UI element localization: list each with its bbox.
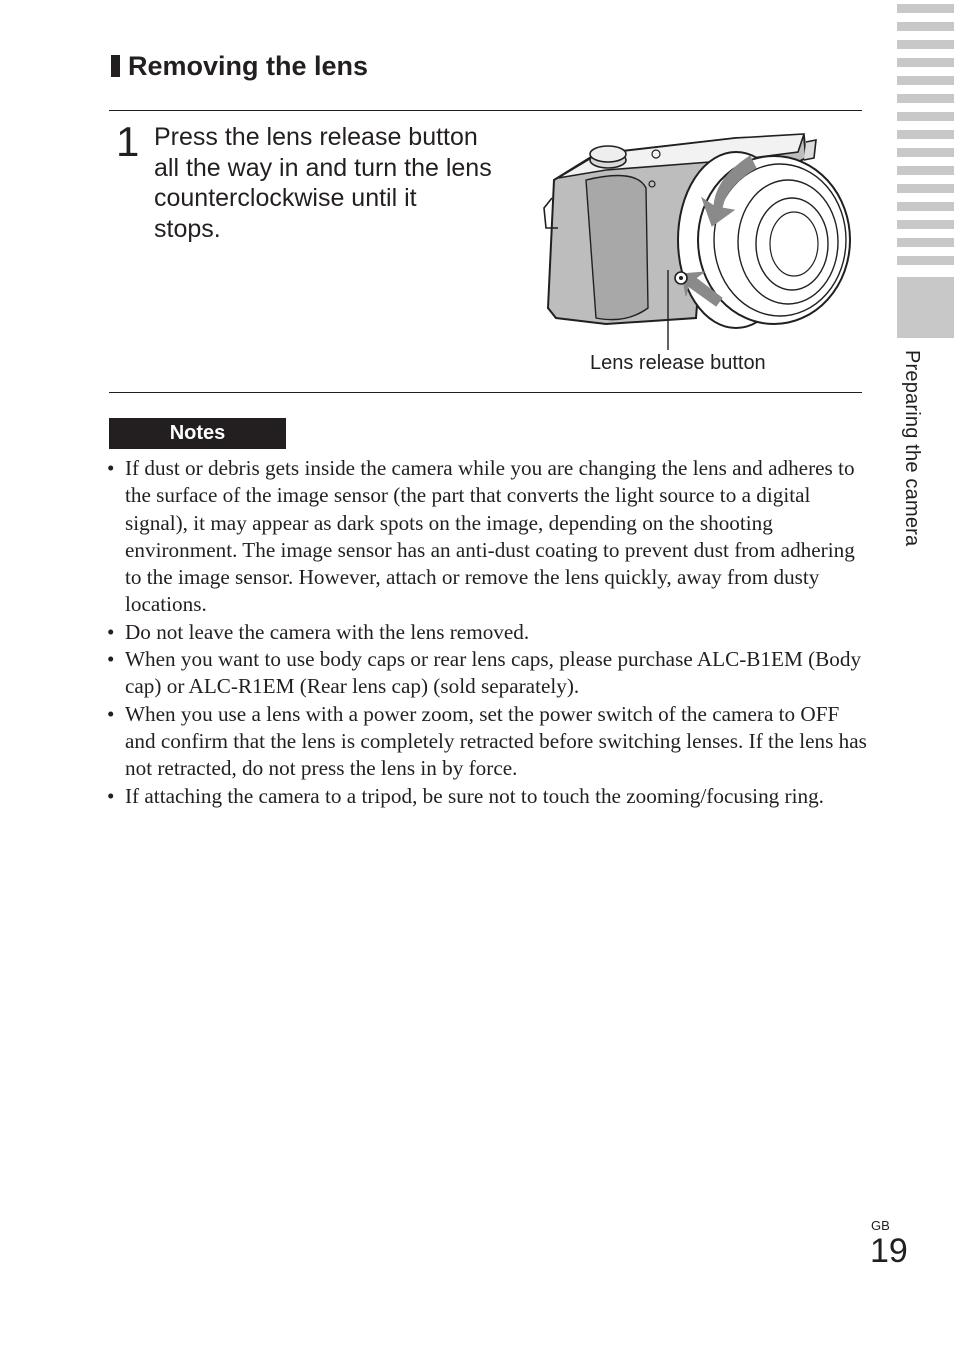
tab-stripe [897, 4, 954, 13]
tab-stripe [897, 148, 954, 157]
page-number: 19 [870, 1232, 908, 1270]
note-item: • When you use a lens with a power zoom, set the power switch of the camera to OFF and confirm that the lens is completely retracted before switching lenses. If the lens has not retracted, do not press the lens in by force. [107, 701, 867, 781]
divider-bottom [109, 392, 862, 393]
note-item: • Do not leave the camera with the lens removed. [107, 619, 867, 646]
camera-illustration [536, 128, 856, 350]
tab-active [897, 277, 954, 338]
step-line: Press the lens release button [154, 123, 478, 151]
step-instruction [154, 122, 534, 244]
step-number: 1 [116, 118, 140, 165]
notes-badge: Notes [109, 418, 286, 449]
section-heading [109, 46, 368, 86]
tab-stripe [897, 184, 954, 193]
bullet-icon: • [107, 619, 115, 644]
bullet-icon: • [107, 783, 115, 808]
tab-stripe [897, 130, 954, 139]
tab-stripe [897, 238, 954, 247]
bullet-icon: • [107, 456, 115, 480]
step-line: stops. [154, 214, 221, 243]
note-item: • When you want to use body caps or rear lens caps, please purchase ALC-B1EM (Body cap) or ALC-R1EM (Rear lens cap) (sold separately). [107, 647, 862, 699]
bullet-icon: • [107, 647, 115, 672]
tab-stripe [897, 220, 954, 229]
section-label: Preparing the camera [901, 350, 923, 547]
language-code: GB [871, 1218, 890, 1233]
step-line: all the way in and turn the lens [154, 153, 492, 182]
tab-stripe [897, 40, 954, 49]
step-line: counterclockwise until it [154, 184, 417, 212]
tab-stripe [897, 58, 954, 67]
tab-stripe [897, 76, 954, 85]
divider-top [109, 110, 862, 111]
tab-stripe [897, 166, 954, 175]
camera-grip [586, 176, 648, 320]
note-item: • If attaching the camera to a tripod, be sure not to touch the zooming/focusing ring. [107, 783, 867, 810]
tab-stripe [897, 256, 954, 265]
tab-stripe [897, 112, 954, 121]
section-marker-icon [109, 55, 120, 77]
notes-list [107, 455, 867, 810]
bullet-icon: • [107, 701, 115, 726]
tab-stripe [897, 94, 954, 103]
tab-stripe [897, 22, 954, 31]
note-item: • If dust or debris gets inside the camera while you are changing the lens and adheres to the surface of the image sensor (the part that converts the light source to a digital signal), it may appear as dark spots on the image, depending on the shooting environment. The image sensor has an anti-dust coating to prevent dust from adhering to the image sensor. However, attach or remove the lens quickly, away from dusty locations. [107, 456, 855, 617]
tab-stripe [897, 202, 954, 211]
page-title: Removing the lens [128, 50, 369, 81]
lens-release-callout: Lens release button [590, 352, 766, 374]
